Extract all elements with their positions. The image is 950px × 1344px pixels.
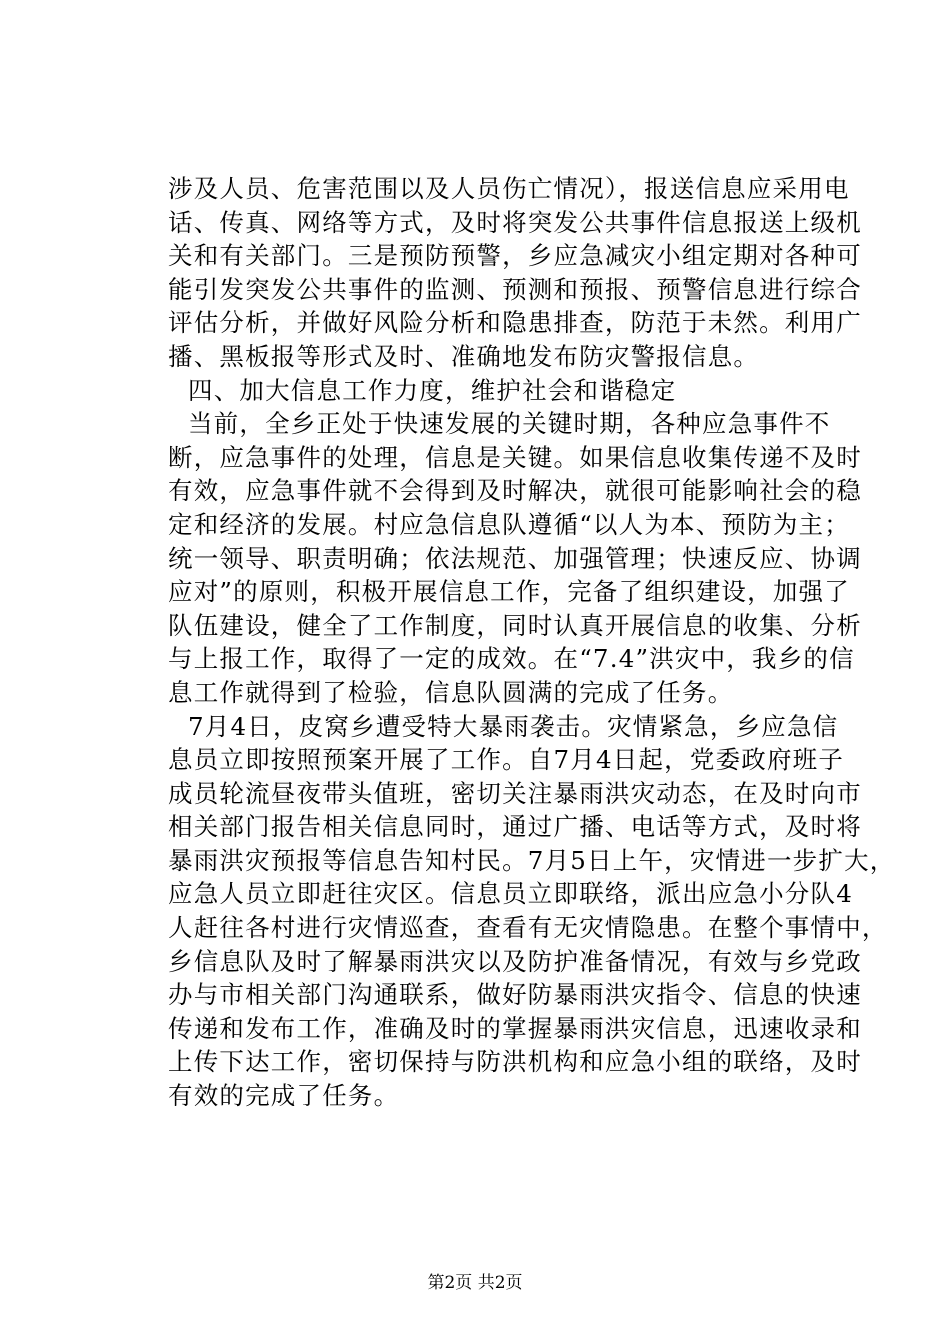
body-text-line: 当前，全乡正处于快速发展的关键时期，各种应急事件不: [188, 409, 831, 439]
body-text-line: 能引发突发公共事件的监测、预测和预报、预警信息进行综合: [168, 274, 862, 304]
page-footer: 第2页 共2页: [427, 1273, 523, 1293]
body-text-line: 断，应急事件的处理，信息是关键。如果信息收集传递不及时: [168, 442, 862, 472]
body-text-line: 乡信息队及时了解暴雨洪灾以及防护准备情况，有效与乡党政: [168, 946, 862, 976]
document-body: [168, 172, 896, 1113]
body-text-line: 话、传真、网络等方式，及时将突发公共事件信息报送上级机: [168, 207, 862, 237]
body-text-line: 应急人员立即赶往灾区。信息员立即联络，派出应急小分队4: [168, 879, 853, 909]
body-text-line: 办与市相关部门沟通联系，做好防暴雨洪灾指令、信息的快速: [168, 980, 862, 1010]
body-text-line: 有效的完成了任务。: [168, 1081, 400, 1111]
body-text-line: 关和有关部门。三是预防预警，乡应急减灾小组定期对各种可: [168, 241, 862, 271]
body-text-line: 应对”的原则，积极开展信息工作，完备了组织建设，加强了: [168, 577, 850, 607]
body-text-line: 相关部门报告相关信息同时，通过广播、电话等方式，及时将: [168, 812, 862, 842]
body-text-line: 与上报工作，取得了一定的成效。在“7.4”洪灾中，我乡的信: [168, 644, 855, 674]
body-text-line: 队伍建设，健全了工作制度，同时认真开展信息的收集、分析: [168, 610, 862, 640]
body-text-line: 成员轮流昼夜带头值班，密切关注暴雨洪灾动态，在及时向市: [168, 778, 862, 808]
body-text-line: 上传下达工作，密切保持与防洪机构和应急小组的联络，及时: [168, 1047, 862, 1077]
body-text-line: 播、黑板报等形式及时、准确地发布防灾警报信息。: [168, 341, 760, 371]
body-text-line: 人赶往各村进行灾情巡查，查看有无灾情隐患。在整个事情中，: [168, 913, 888, 943]
body-text-line: 评估分析，并做好风险分析和隐患排查，防范于未然。利用广: [168, 308, 862, 338]
body-text-line: 暴雨洪灾预报等信息告知村民。7月5日上午，灾情进一步扩大，: [168, 845, 896, 875]
body-text-line: 息工作就得到了检验，信息队圆满的完成了任务。: [168, 677, 734, 707]
body-text-line: 7月4日，皮窝乡遭受特大暴雨袭击。灾情紧急，乡应急信: [188, 711, 839, 741]
body-text-line: 四、加大信息工作力度，维护社会和谐稳定: [188, 375, 677, 405]
body-text-line: 涉及人员、危害范围以及人员伤亡情况），报送信息应采用电: [168, 174, 850, 203]
body-text-line: 统一领导、职责明确；依法规范、加强管理；快速反应、协调: [168, 543, 862, 573]
body-text-line: 息员立即按照预案开展了工作。自7月4日起，党委政府班子: [168, 745, 845, 775]
body-text-line: 定和经济的发展。村应急信息队遵循“以人为本、预防为主；: [168, 509, 850, 539]
body-text-line: 传递和发布工作，准确及时的掌握暴雨洪灾信息，迅速收录和: [168, 1013, 862, 1043]
body-text-line: 有效，应急事件就不会得到及时解决，就很可能影响社会的稳: [168, 476, 862, 506]
